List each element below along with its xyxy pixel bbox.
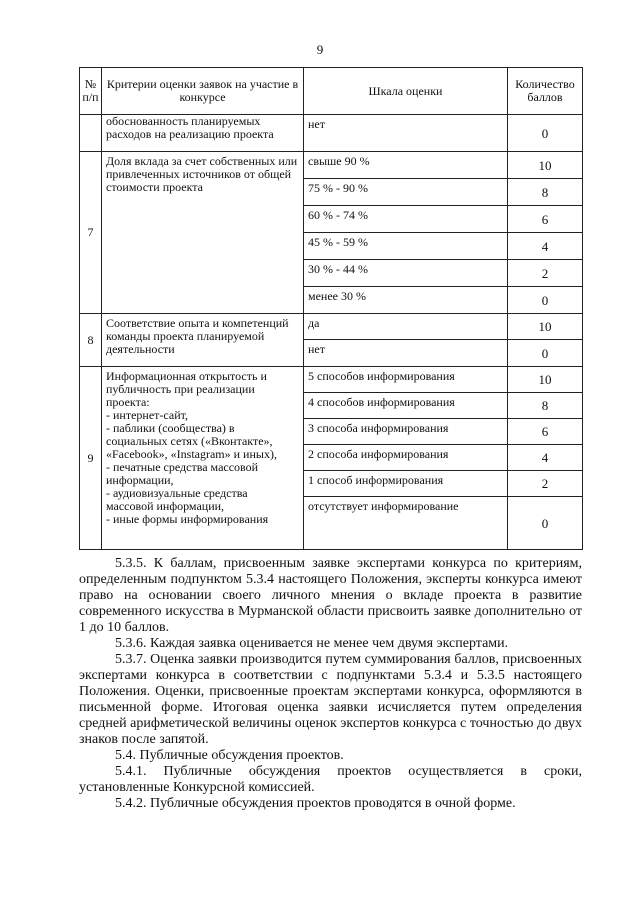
criteria-line: проекта: [106,395,150,409]
row-points: 10 [508,152,583,179]
header-scale: Шкала оценки [304,68,508,115]
criteria-line: массовой информации, [106,499,225,513]
row-points: 2 [508,260,583,287]
table-header-row [80,68,583,115]
row-scale: да [304,314,508,340]
criteria-table [79,67,583,550]
row-points: 0 [508,497,583,550]
row-num [80,115,102,152]
table-row [80,115,583,152]
criteria-line: информации, [106,473,174,487]
paragraph: 5.3.6. Каждая заявка оценивается не менее чем двумя экспертами. [115,636,509,651]
row-criteria: обоснованность планируемых расходов на реализацию проекта [102,115,304,152]
paragraph: 5.3.5. К баллам, присвоенным заявке экспертами конкурса по критериям, определенным подпунктом 5.3.4 настоящего Положения, эксперты конкурса имеют право на основании своего личного мнения о вкладе проекта в развитие современного искусства в Мурманской области присвоить заявке дополнительно от 1 до 10 баллов. [79,556,582,635]
row-scale: менее 30 % [304,287,508,314]
paragraph: 5.4. Публичные обсуждения проектов. [115,748,344,763]
row-points: 10 [508,314,583,340]
row-points: 2 [508,471,583,497]
row-points: 6 [508,419,583,445]
row-points: 0 [508,340,583,367]
row-scale: 30 % - 44 % [304,260,508,287]
row-scale: 75 % - 90 % [304,179,508,206]
row-points: 8 [508,393,583,419]
row-points: 0 [508,115,583,152]
paragraph: 5.4.2. Публичные обсуждения проектов проводятся в очной форме. [115,796,516,811]
criteria-line: социальных сетях («Вконтакте», [106,434,273,448]
row-scale: нет [304,340,508,367]
page-number: 9 [316,42,324,57]
row-scale: 2 способа информирования [304,445,508,471]
row-num: 7 [80,152,102,314]
row-scale: 60 % - 74 % [304,206,508,233]
header-criteria: Критерии оценки заявок на участие в конкурсе [102,68,304,115]
criteria-line: - интернет-сайт, [106,408,188,422]
table-row [80,367,583,393]
row-num: 9 [80,367,102,550]
row-points: 4 [508,233,583,260]
row-scale: 45 % - 59 % [304,233,508,260]
criteria-line: «Facebook», «Instagram» и иных), [106,447,277,461]
row-criteria: Соответствие опыта и компетенций команды проекта планируемой деятельности [102,314,304,367]
table-row [80,314,583,340]
row-criteria: Доля вклада за счет собственных или привлеченных источников от общей стоимости проекта [102,152,304,314]
row-scale: 5 способов информирования [304,367,508,393]
row-scale: 3 способа информирования [304,419,508,445]
criteria-line: - аудиовизуальные средства [106,486,248,500]
criteria-line: Информационная открытость и [106,369,267,383]
row-points: 4 [508,445,583,471]
body-text [79,556,582,812]
row-scale: свыше 90 % [304,152,508,179]
header-points: Количество баллов [508,68,583,115]
row-scale: 4 способов информирования [304,393,508,419]
row-num: 8 [80,314,102,367]
row-points: 0 [508,287,583,314]
row-scale: 1 способ информирования [304,471,508,497]
criteria-line: - печатные средства массовой [106,460,259,474]
table-row [80,152,583,179]
row-scale: отсутствует информирование [304,497,508,550]
criteria-line: - иные формы информирования [106,512,269,526]
paragraph: 5.4.1. Публичные обсуждения проектов осуществляется в сроки, установленные Конкурсной комиссией. [79,764,582,795]
row-criteria [102,367,304,550]
row-scale: нет [304,115,508,152]
row-points: 8 [508,179,583,206]
criteria-line: публичность при реализации [106,382,255,396]
row-points: 10 [508,367,583,393]
header-num: № п/п [80,68,102,115]
criteria-line: - паблики (сообщества) в [106,421,235,435]
paragraph: 5.3.7. Оценка заявки производится путем суммирования баллов, присвоенных экспертами конкурса в соответствии с подпунктами 5.3.4 и 5.3.5 настоящего Положения. Оценки, присвоенные проектам экспертами конкурса, оформляются в письменной форме. Итоговая оценка заявки исчисляется путем определения средней арифметической величины оценок экспертов конкурса с точностью до двух знаков после запятой. [79,652,582,747]
row-points: 6 [508,206,583,233]
